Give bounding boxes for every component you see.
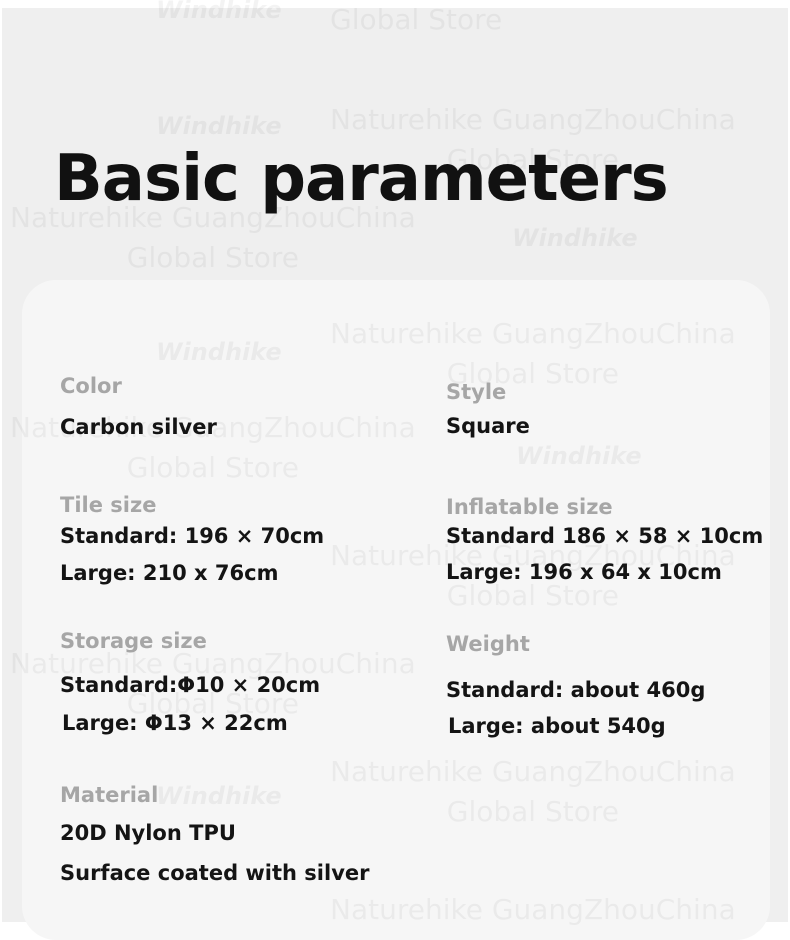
inflatable-size-label: Inflatable size	[446, 495, 613, 519]
tile-size-label: Tile size	[60, 493, 157, 517]
material-label: Material	[60, 783, 159, 807]
color-value: Carbon silver	[60, 415, 217, 439]
color-label: Color	[60, 374, 122, 398]
weight-standard: Standard: about 460g	[446, 678, 706, 702]
material-value-1: 20D Nylon TPU	[60, 821, 236, 845]
page-title: Basic parameters	[54, 142, 668, 216]
storage-size-label: Storage size	[60, 629, 207, 653]
style-label: Style	[446, 380, 507, 404]
weight-label: Weight	[446, 632, 530, 656]
style-value: Square	[446, 414, 530, 438]
tile-size-large: Large: 210 x 76cm	[60, 561, 279, 585]
material-value-2: Surface coated with silver	[60, 861, 370, 885]
storage-size-standard: Standard:Φ10 × 20cm	[60, 673, 321, 697]
tile-size-standard: Standard: 196 × 70cm	[60, 524, 325, 548]
storage-size-large: Large: Φ13 × 22cm	[62, 711, 288, 735]
inflatable-size-standard: Standard 186 × 58 × 10cm	[446, 524, 764, 548]
weight-large: Large: about 540g	[448, 714, 666, 738]
inflatable-size-large: Large: 196 x 64 x 10cm	[446, 560, 722, 584]
